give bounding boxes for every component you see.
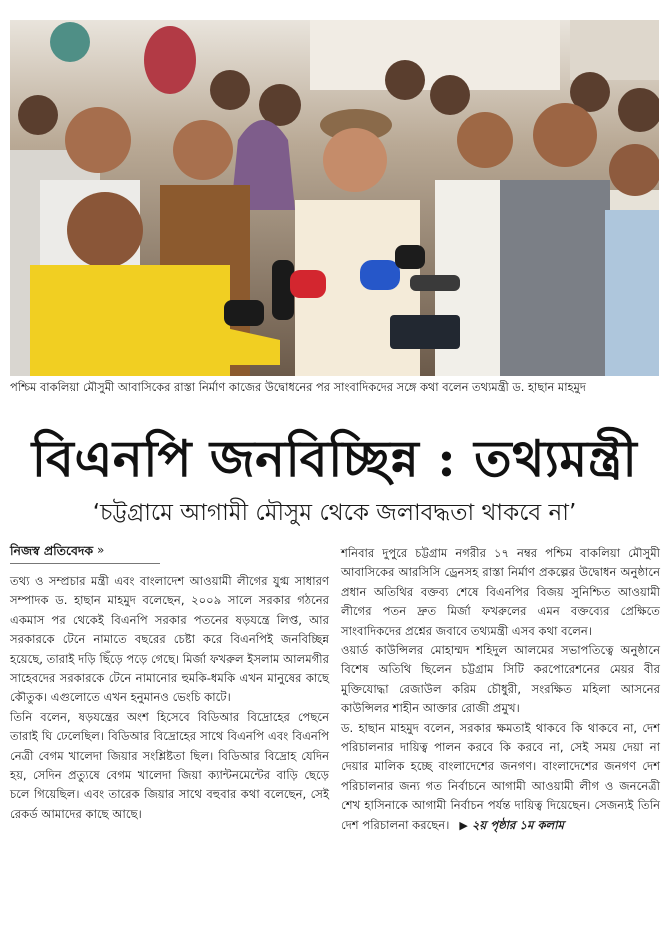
article-paragraph: তথ্য ও সম্প্রচার মন্ত্রী এবং বাংলাদেশ আওয়ামী লীগের যুগ্ম সাধারণ সম্পাদক ড. হাছান মাহমুদ বলেছেন, ২০০৯ সালে সরকার গঠনের একমাস পর থেকেই বিএনপি সরকার পতনের ষড়যন্ত্রে লিপ্ত, আর সরকারকে টেনে নামাতে বছরের চেষ্টা করে বিএনপিই জনবিচ্ছিন্ন হয়েছে, তারাই দড়ি ছিঁড়ে পড়ে গেছে। মির্জা ফখরুল ইসলাম আলমগীর সাহেবদের সরকারকে টেনে নামানোর হুমকি-ধমকি এখন মানুষের কাছে কৌতুক। এগুলোতে এখন হনুমানও ভেংচি কাটে। xyxy=(10,574,329,705)
article-paragraph: ওয়ার্ড কাউন্সিলর মোহাম্মদ শহিদুল আলমের সভাপতিত্বে অনুষ্ঠানে বিশেষ অতিথি ছিলেন চট্টগ্রাম সিটি করপোরেশনের মেয়র বীর মুক্তিযোদ্ধা রেজাউল করিম চৌধুরী, সংরক্ষিত মহিলা আসনের কাউন্সিলর শাহীন আক্তার রোজী প্রমুখ। xyxy=(341,643,660,716)
byline-row xyxy=(10,541,160,564)
photo-illustration xyxy=(10,20,659,376)
article-paragraph-text: ড. হাছান মাহমুদ বলেন, সরকার ক্ষমতাই থাকবে কি থাকবে না, দেশ পরিচালনার দায়িত্ব পালন করবে কি করবে না, সেই সময় দেয়া না দেয়ার মালিক হচ্ছে বাংলাদেশের জনগণ। বাংলাদেশের জনগণ দেশ পরিচালনার জন্য গত নির্বাচনে আগামী আওয়ামী লীগ ও জননেত্রী শেখ হাসিনাকে আগামী নির্বাচন পর্যন্ত দায়িত্ব দিয়েছেন। সেজন্যই তিনি দেশ পরিচালনা করছেন। xyxy=(341,720,660,832)
byline-marker-icon: » xyxy=(97,543,105,558)
photo-caption: পশ্চিম বাকলিয়া মৌসুমী আবাসিকের রাস্তা নির্মাণ কাজের উদ্বোধনের পর সাংবাদিকদের সঙ্গে কথা বলেন তথ্যমন্ত্রী ড. হাছান মাহমুদ xyxy=(10,380,586,394)
headline: বিএনপি জনবিচ্ছিন্ন : তথ্যমন্ত্রী xyxy=(31,429,638,488)
subheadline: ‘চট্টগ্রামে আগামী মৌসুম থেকে জলাবদ্ধতা থাকবে না’ xyxy=(92,500,577,526)
continuation-arrow-icon: ▶ xyxy=(459,818,468,832)
byline: নিজস্ব প্রতিবেদক xyxy=(10,543,94,558)
continuation-note: ২য় পৃষ্ঠার ১ম কলাম xyxy=(471,817,564,832)
article-paragraph: শনিবার দুপুরে চট্টগ্রাম নগরীর ১৭ নম্বর পশ্চিম বাকলিয়া মৌসুমী আবাসিকের আরসিসি ড্রেনসহ রাস্তা নির্মাণ প্রকল্পের উদ্বোধন অনুষ্ঠানে প্রধান অতিথির বক্তব্য শেষে বিএনপির বিজয় সুনিশ্চিত আওয়ামী লীগের পতন দ্রুত মির্জা ফখরুলের এমন বক্তব্যের প্রেক্ষিতে সাংবাদিকদের প্রশ্নের জবাবে তথ্যমন্ত্রী এসব কথা বলেন। xyxy=(341,546,660,638)
article-right-column xyxy=(341,544,660,835)
article-paragraph xyxy=(341,719,660,835)
press-conference-photo xyxy=(10,20,659,376)
article-paragraph: তিনি বলেন, ষড়যন্ত্রের অংশ হিসেবে বিডিআর বিদ্রোহের পেছনে তারাই ঘি ঢেলেছিল। বিডিআর বিদ্রোহের সাথে বিএনপি এবং বিএনপি নেত্রী বেগম খালেদা জিয়ার সংশ্লিষ্টতা ছিল। বিডিআর বিদ্রোহ যেদিন হয়, সেদিন প্রত্যুষে বেগম খালেদা জিয়া ক্যান্টনমেন্টের বাড়ি ছেড়ে চলে গিয়েছিল। এবং তারেক জিয়ার সাথে বহুবার কথা বলেছেন, সেই রেকর্ড আমাদের কাছে আছে। xyxy=(10,709,329,821)
article-left-column xyxy=(10,541,329,824)
